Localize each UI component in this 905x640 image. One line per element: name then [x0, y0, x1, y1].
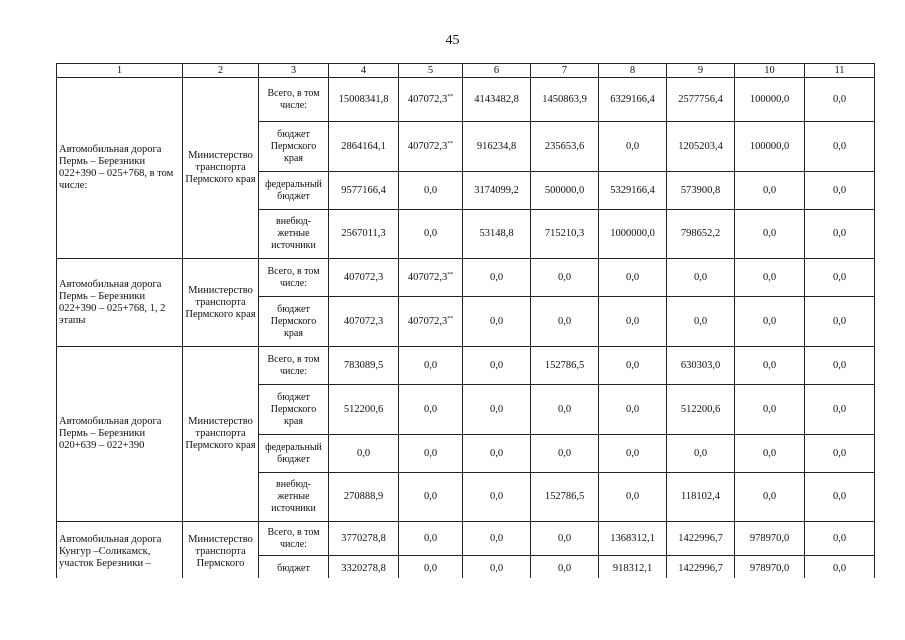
value-cell: 0,0	[805, 78, 875, 122]
value-cell: 0,0	[463, 385, 531, 435]
footnote-marker: **	[447, 271, 454, 278]
value-cell: 407072,3**	[399, 259, 463, 297]
value-cell: 0,0	[735, 172, 805, 210]
executor-cell: Министерство транспорта Пермского края	[183, 78, 259, 259]
value-cell: 0,0	[531, 522, 599, 556]
project-name-cell: Автомобильная дорога Пермь – Березники 022+390 – 025+768, 1, 2 этапы	[57, 259, 183, 347]
value-cell: 0,0	[599, 259, 667, 297]
value-cell: 0,0	[463, 522, 531, 556]
funding-source-cell: Всего, в том числе:	[259, 347, 329, 385]
table-row	[57, 259, 875, 297]
value-cell: 1368312,1	[599, 522, 667, 556]
value-cell: 0,0	[463, 435, 531, 473]
value-cell: 0,0	[399, 385, 463, 435]
project-name-cell: Автомобильная дорога Кунгур –Соликамск, участок Березники –	[57, 522, 183, 582]
value-cell: 6329166,4	[599, 78, 667, 122]
value-cell: 0,0	[531, 556, 599, 582]
column-header: 1	[57, 64, 183, 78]
funding-source-cell: Всего, в том числе:	[259, 522, 329, 556]
value-cell: 0,0	[735, 297, 805, 347]
value-cell: 270888,9	[329, 473, 399, 522]
value-cell: 0,0	[399, 435, 463, 473]
column-header: 10	[735, 64, 805, 78]
value-cell: 918312,1	[599, 556, 667, 582]
value-cell: 100000,0	[735, 78, 805, 122]
funding-source-cell: внебюд-жетные источники	[259, 473, 329, 522]
value-cell: 783089,5	[329, 347, 399, 385]
value-cell: 0,0	[399, 172, 463, 210]
funding-source-cell: внебюд-жетные источники	[259, 210, 329, 259]
value-cell: 0,0	[805, 522, 875, 556]
value-cell: 9577166,4	[329, 172, 399, 210]
value-cell: 118102,4	[667, 473, 735, 522]
value-cell: 0,0	[735, 259, 805, 297]
value-cell: 978970,0	[735, 522, 805, 556]
value-cell: 0,0	[599, 435, 667, 473]
value-cell: 1422996,7	[667, 556, 735, 582]
funding-source-cell: бюджет Пермского края	[259, 385, 329, 435]
value-cell: 512200,6	[329, 385, 399, 435]
value-cell: 0,0	[463, 297, 531, 347]
footnote-marker: **	[447, 140, 454, 147]
value-cell: 2567011,3	[329, 210, 399, 259]
value-cell: 0,0	[531, 385, 599, 435]
value-cell: 0,0	[805, 347, 875, 385]
value-cell: 0,0	[599, 473, 667, 522]
value-cell: 407072,3	[329, 297, 399, 347]
value-cell: 3320278,8	[329, 556, 399, 582]
value-cell: 0,0	[667, 259, 735, 297]
value-cell: 0,0	[531, 297, 599, 347]
page-number: 45	[445, 33, 460, 48]
value-cell: 0,0	[329, 435, 399, 473]
value-cell: 407072,3**	[399, 122, 463, 172]
value-cell: 0,0	[735, 210, 805, 259]
value-cell: 573900,8	[667, 172, 735, 210]
value-cell: 798652,2	[667, 210, 735, 259]
value-cell: 0,0	[399, 210, 463, 259]
funding-source-cell: бюджет Пермского края	[259, 297, 329, 347]
funding-source-cell: федеральный бюджет	[259, 435, 329, 473]
value-cell: 0,0	[735, 347, 805, 385]
project-name-cell: Автомобильная дорога Пермь – Березники 020+639 – 022+390	[57, 347, 183, 522]
value-cell: 0,0	[805, 122, 875, 172]
value-cell: 53148,8	[463, 210, 531, 259]
project-name-cell: Автомобильная дорога Пермь – Березники 022+390 – 025+768, в том числе:	[57, 78, 183, 259]
value-cell: 152786,5	[531, 347, 599, 385]
funding-source-cell: бюджет Пермского края	[259, 122, 329, 172]
value-cell: 3174099,2	[463, 172, 531, 210]
value-cell: 407072,3**	[399, 297, 463, 347]
value-cell: 1422996,7	[667, 522, 735, 556]
value-cell: 0,0	[599, 122, 667, 172]
value-cell: 1450863,9	[531, 78, 599, 122]
value-cell: 0,0	[735, 385, 805, 435]
column-header: 5	[399, 64, 463, 78]
table-row	[57, 347, 875, 385]
column-header: 8	[599, 64, 667, 78]
value-cell: 0,0	[463, 473, 531, 522]
value-cell: 0,0	[399, 522, 463, 556]
column-header: 9	[667, 64, 735, 78]
value-cell: 978970,0	[735, 556, 805, 582]
executor-cell: Министерство транспорта Пермского края	[183, 259, 259, 347]
funding-source-cell: федеральный бюджет	[259, 172, 329, 210]
executor-cell: Министерство транспорта Пермского	[183, 522, 259, 582]
value-cell: 0,0	[667, 435, 735, 473]
value-cell: 630303,0	[667, 347, 735, 385]
column-header: 11	[805, 64, 875, 78]
value-cell: 0,0	[805, 210, 875, 259]
table-row	[57, 522, 875, 556]
value-cell: 2864164,1	[329, 122, 399, 172]
table-body	[57, 64, 875, 582]
value-cell: 0,0	[399, 347, 463, 385]
funding-source-cell: Всего, в том числе:	[259, 259, 329, 297]
funding-source-cell: Всего, в том числе:	[259, 78, 329, 122]
column-header: 2	[183, 64, 259, 78]
value-cell: 500000,0	[531, 172, 599, 210]
budget-table	[56, 63, 875, 582]
value-cell: 715210,3	[531, 210, 599, 259]
value-cell: 0,0	[805, 259, 875, 297]
column-header: 6	[463, 64, 531, 78]
value-cell: 0,0	[667, 297, 735, 347]
table-row	[57, 78, 875, 122]
value-cell: 916234,8	[463, 122, 531, 172]
page-bottom-margin	[0, 578, 905, 640]
value-cell: 235653,6	[531, 122, 599, 172]
value-cell: 0,0	[399, 556, 463, 582]
value-cell: 0,0	[531, 259, 599, 297]
header-row	[57, 64, 875, 78]
value-cell: 512200,6	[667, 385, 735, 435]
footnote-marker: **	[447, 315, 454, 322]
value-cell: 0,0	[531, 435, 599, 473]
value-cell: 1205203,4	[667, 122, 735, 172]
value-cell: 0,0	[599, 297, 667, 347]
value-cell: 100000,0	[735, 122, 805, 172]
funding-source-cell: бюджет	[259, 556, 329, 582]
value-cell: 15008341,8	[329, 78, 399, 122]
value-cell: 152786,5	[531, 473, 599, 522]
footnote-marker: **	[447, 93, 454, 100]
value-cell: 0,0	[805, 385, 875, 435]
value-cell: 2577756,4	[667, 78, 735, 122]
value-cell: 0,0	[463, 347, 531, 385]
column-header: 3	[259, 64, 329, 78]
value-cell: 407072,3	[329, 259, 399, 297]
executor-cell: Министерство транспорта Пермского края	[183, 347, 259, 522]
value-cell: 0,0	[805, 473, 875, 522]
column-header: 7	[531, 64, 599, 78]
value-cell: 0,0	[805, 172, 875, 210]
value-cell: 0,0	[599, 385, 667, 435]
value-cell: 407072,3**	[399, 78, 463, 122]
value-cell: 0,0	[805, 297, 875, 347]
value-cell: 0,0	[463, 259, 531, 297]
value-cell: 0,0	[805, 435, 875, 473]
value-cell: 0,0	[599, 347, 667, 385]
value-cell: 5329166,4	[599, 172, 667, 210]
value-cell: 3770278,8	[329, 522, 399, 556]
column-header: 4	[329, 64, 399, 78]
value-cell: 0,0	[805, 556, 875, 582]
value-cell: 0,0	[399, 473, 463, 522]
value-cell: 1000000,0	[599, 210, 667, 259]
value-cell: 0,0	[735, 473, 805, 522]
value-cell: 0,0	[735, 435, 805, 473]
value-cell: 0,0	[463, 556, 531, 582]
value-cell: 4143482,8	[463, 78, 531, 122]
